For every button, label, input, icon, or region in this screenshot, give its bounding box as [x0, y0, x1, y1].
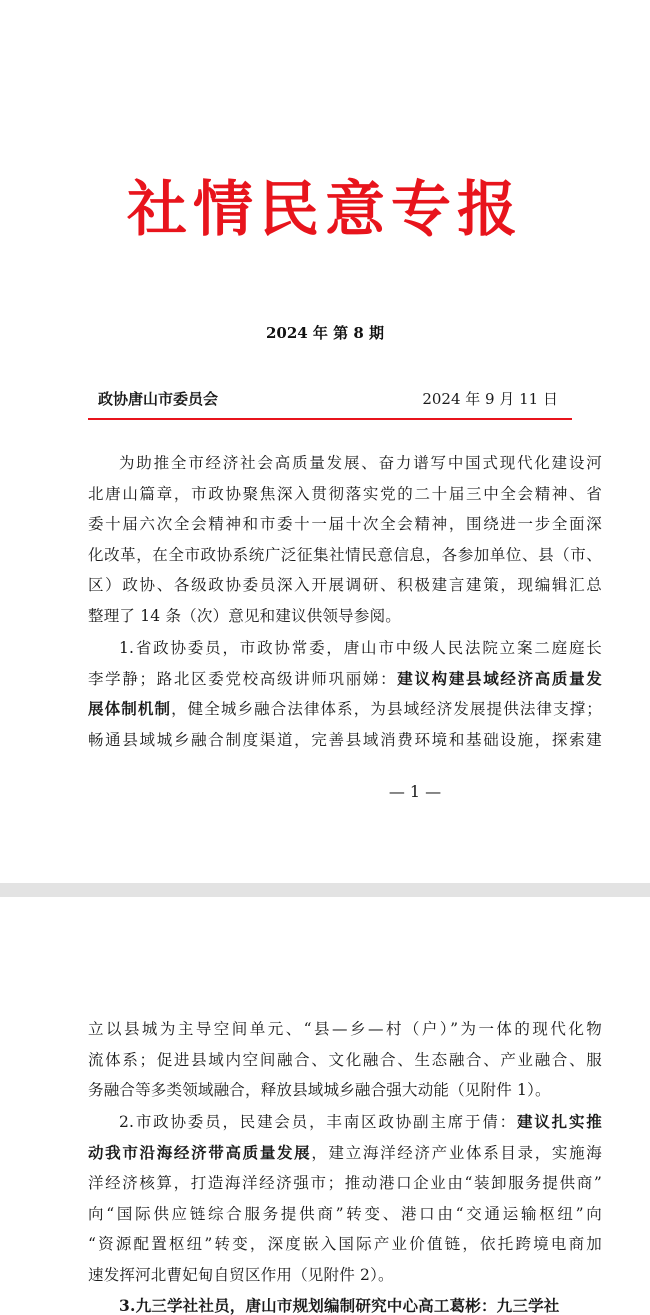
item-1-heading: 建议构建县域经济高质量发	[397, 668, 602, 688]
text-line: 务融合等多类领域融合，释放县域城乡融合强大动能（见附件 1）。	[88, 1081, 551, 1099]
text-line: 洋经济核算，打造海洋经济强市；推动港口企业由“装卸服务提供商”	[88, 1174, 602, 1192]
text-line: 化改革，在全市政协系统广泛征集社情民意信息，各参加单位、县（市、	[88, 545, 602, 564]
text-line: 立以县城为主导空间单元、“县—乡—村（户）”为一体的现代化物	[88, 1020, 602, 1038]
issue-number: 2024 年 第 8 期	[265, 324, 385, 342]
text-line: “资源配置枢纽”转变，深度嵌入国际产业价值链，依托跨境电商加	[88, 1235, 602, 1253]
item-1-body: ，健全城乡融合法律体系，为县域经济发展提供法律支撑；	[171, 700, 602, 718]
text-line: 委十届六次全会精神和市委十一届十次全会精神，围绕进一步全面深	[88, 515, 602, 533]
item-1-authors: 李学静；路北区委党校高级讲师巩丽娣：	[88, 669, 398, 688]
text-line	[88, 1138, 602, 1169]
continuation-paragraph	[88, 1014, 602, 1106]
issue-date: 2024 年 9 月 11 日	[422, 390, 558, 408]
red-divider	[88, 418, 572, 420]
item-1-paragraph	[88, 633, 602, 755]
text-line: 畅通县域城乡融合制度渠道，完善县域消费环境和基础设施，探索建	[88, 730, 602, 749]
text-line: 向“国际供应链综合服务提供商”转变、港口由“交通运输枢纽”向	[88, 1204, 602, 1223]
page-number: — 1 —	[388, 782, 442, 801]
text-line	[88, 1107, 602, 1138]
item-3-paragraph	[88, 1291, 602, 1315]
text-line: 流体系；促进县域内空间融合、文化融合、生态融合、产业融合、服	[88, 1050, 602, 1069]
item-2-heading-cont: 动我市沿海经济带高质量发展	[88, 1142, 312, 1162]
document-title: 社情民意专报	[127, 175, 523, 245]
item-2-heading: 建议扎实推	[516, 1112, 602, 1131]
text-line: 3.九三学社社员，唐山市规划编制研究中心高工葛彬：九三学社	[119, 1296, 560, 1315]
text-line: 为助推全市经济社会高质量发展、奋力谱写中国式现代化建设河	[119, 454, 602, 472]
text-line: 整理了 14 条（次）意见和建议供领导参阅。	[88, 606, 401, 625]
issuer-name: 政协唐山市委员会	[98, 390, 219, 408]
item-1-heading-cont: 展体制机制	[88, 699, 172, 718]
item-2-body: ，建立海洋经济产业体系目录，实施海	[311, 1143, 602, 1162]
page-separator	[0, 883, 650, 897]
text-line	[88, 694, 602, 725]
text-line: 速发挥河北曹妃甸自贸区作用（见附件 2）。	[88, 1265, 394, 1284]
text-line: 北唐山篇章，市政协聚焦深入贯彻落实党的二十届三中全会精神、省	[88, 484, 602, 503]
document-page-2	[0, 897, 650, 1315]
text-line: 区）政协、各级政协委员深入开展调研、积极建言建策，现编辑汇总	[88, 576, 602, 594]
intro-paragraph	[88, 448, 602, 631]
text-line: 1.省政协委员，市政协常委，唐山市中级人民法院立案二庭庭长	[119, 639, 602, 657]
text-line	[88, 664, 602, 695]
item-2-authors: 2.市政协委员，民建会员，丰南区政协副主席于倩：	[119, 1113, 517, 1131]
item-2-paragraph	[88, 1107, 602, 1290]
